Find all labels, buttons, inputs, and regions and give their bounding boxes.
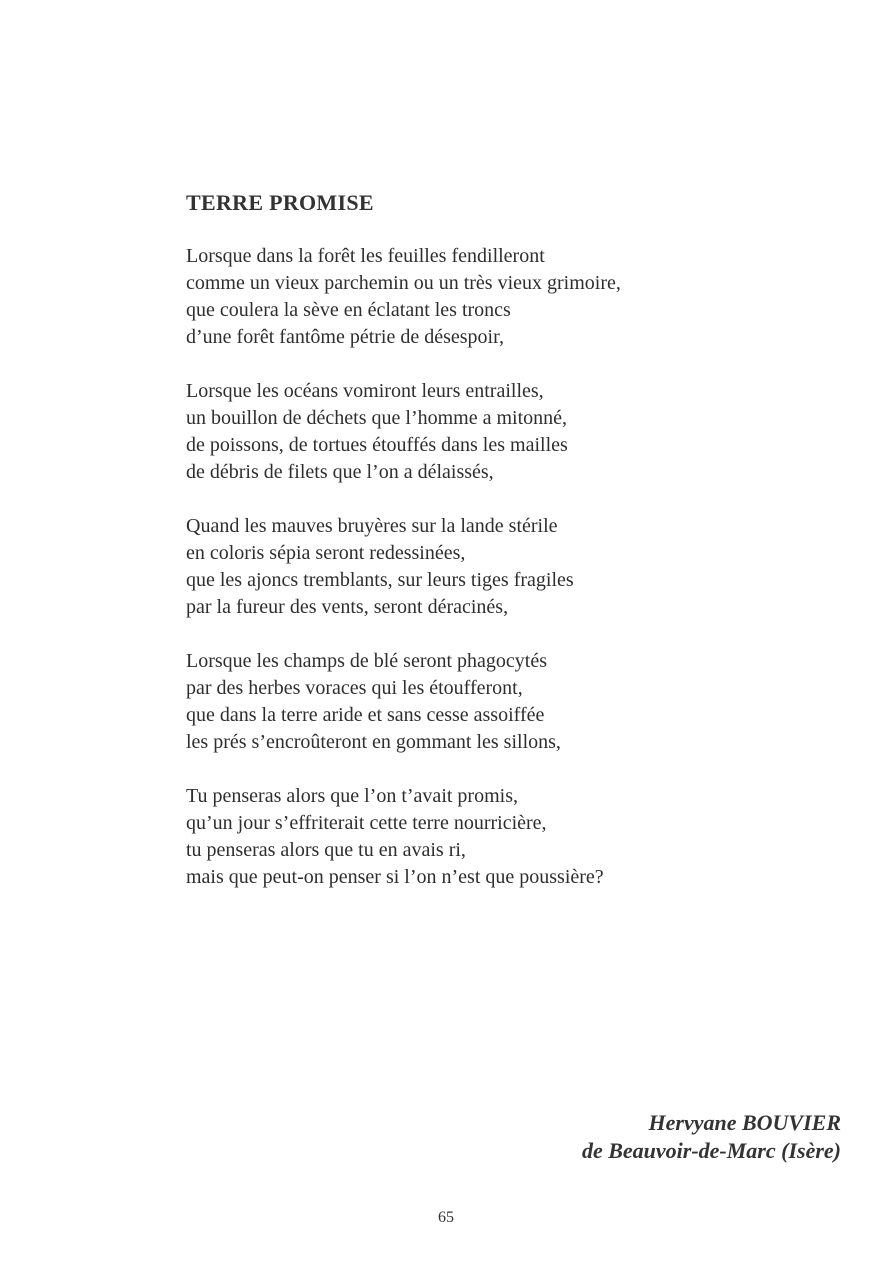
poem-line: mais que peut-on penser si l’on n’est que poussière? <box>186 866 604 888</box>
poem-line: que dans la terre aride et sans cesse assoiffée <box>186 704 545 726</box>
poem-body <box>186 243 806 918</box>
poem-line: par des herbes voraces qui les étoufferont, <box>186 677 523 699</box>
author-signature <box>582 1109 841 1165</box>
poem-line: comme un vieux parchemin ou un très vieux grimoire, <box>186 272 621 294</box>
author-origin: de Beauvoir-de-Marc (Isère) <box>581 1138 841 1163</box>
stanza-1 <box>186 243 806 351</box>
stanza-2 <box>186 378 806 486</box>
poem-line: Quand les mauves bruyères sur la lande stérile <box>186 515 558 537</box>
poem-line: qu’un jour s’effriterait cette terre nourricière, <box>186 812 547 834</box>
poem-line: tu penseras alors que tu en avais ri, <box>186 839 466 861</box>
stanza-3 <box>186 513 806 621</box>
poem-line: d’une forêt fantôme pétrie de désespoir, <box>186 326 504 348</box>
author-name: Hervyane BOUVIER <box>648 1110 841 1135</box>
stanza-5 <box>186 783 806 891</box>
stanza-4 <box>186 648 806 756</box>
poem-line: Lorsque les océans vomiront leurs entrailles, <box>186 380 544 402</box>
poem-line: Lorsque les champs de blé seront phagocytés <box>186 650 548 672</box>
poem-title: TERRE PROMISE <box>186 190 374 215</box>
poem-line: par la fureur des vents, seront déracinés, <box>186 596 509 618</box>
poem-line: de débris de filets que l’on a délaissés, <box>186 461 494 483</box>
poem-line: Tu penseras alors que l’on t’avait promis, <box>186 785 518 807</box>
poem-line: que les ajoncs tremblants, sur leurs tiges fragiles <box>186 569 574 591</box>
poem-line: que coulera la sève en éclatant les troncs <box>186 299 511 321</box>
poem-line: Lorsque dans la forêt les feuilles fendilleront <box>186 245 545 267</box>
poem-line: les prés s’encroûteront en gommant les sillons, <box>186 731 561 753</box>
page-number: 65 <box>438 1209 454 1226</box>
poem-line: en coloris sépia seront redessinées, <box>186 542 466 564</box>
poem-line: un bouillon de déchets que l’homme a mitonné, <box>186 407 568 429</box>
poem-line: de poissons, de tortues étouffés dans les mailles <box>186 434 568 456</box>
